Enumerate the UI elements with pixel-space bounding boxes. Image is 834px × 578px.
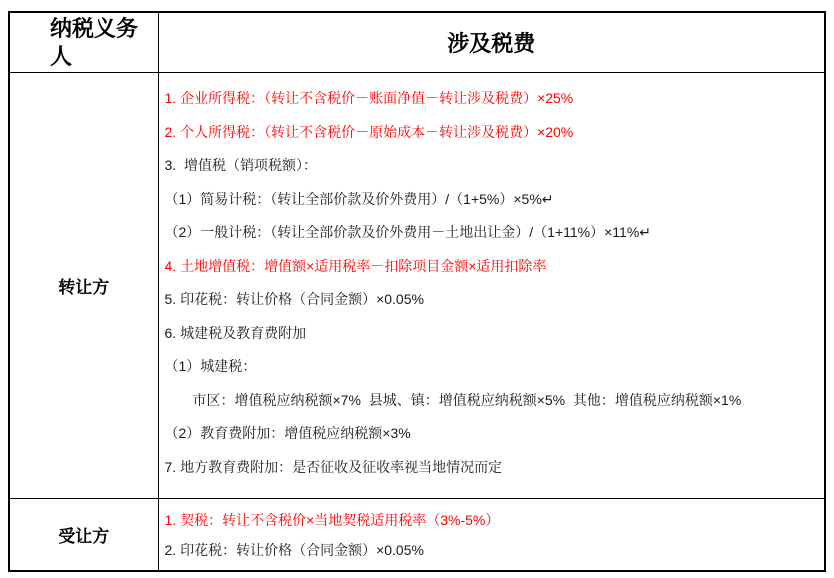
tax-line-list — [165, 505, 821, 565]
tax-line-list — [165, 82, 821, 484]
tax-line: （2）一般计税：（转让全部价款及价外费用－土地出让金）/（1+11%）×11%↵ — [164, 224, 652, 240]
table-row-transferee — [9, 499, 825, 571]
tax-line: （2）教育费附加：增值税应纳税额×3% — [164, 425, 411, 441]
tax-line: 5. 印花税：转让价格（合同金额）×0.05% — [164, 291, 424, 307]
header-taxpayer-cell: 纳税义务人 — [9, 12, 158, 73]
tax-line: 3. 增值税（销项税额）： — [164, 157, 317, 173]
content-cell-transferee — [158, 499, 825, 571]
content-cell-transferor — [158, 73, 825, 499]
header-row — [9, 12, 825, 73]
tax-line: 2. 印花税：转让价格（合同金额）×0.05% — [164, 542, 424, 558]
header-tax-cell: 涉及税费 — [158, 12, 825, 73]
tax-line: 7. 地方教育费附加：是否征收及征收率视当地情况而定 — [164, 458, 503, 475]
tax-line: 4. 土地增值税：增值额×适用税率－扣除项目金额×适用扣除率 — [164, 257, 547, 274]
tax-line: （1）城建税： — [164, 358, 257, 374]
tax-line: 1. 企业所得税：（转让不含税价－账面净值－转让涉及税费）×25% — [164, 90, 574, 106]
tax-table — [8, 11, 826, 572]
tax-line: （1）简易计税：（转让全部价款及价外费用）/（1+5%）×5%↵ — [164, 190, 554, 207]
tax-line: 市区：增值税应纳税额×7% 县城、镇：增值税应纳税额×5% 其他：增值税应纳税额×1% — [192, 391, 742, 408]
table-row-transferor — [9, 73, 825, 499]
party-cell-transferor: 转让方 — [9, 73, 158, 499]
tax-line: 2. 个人所得税：（转让不含税价－原始成本－转让涉及税费）×20% — [164, 123, 574, 140]
tax-line: 1. 契税：转让不含税价×当地契税适用税率（3%-5%） — [164, 512, 500, 528]
tax-line: 6. 城建税及教育费附加 — [164, 324, 307, 341]
party-cell-transferee: 受让方 — [9, 499, 158, 571]
